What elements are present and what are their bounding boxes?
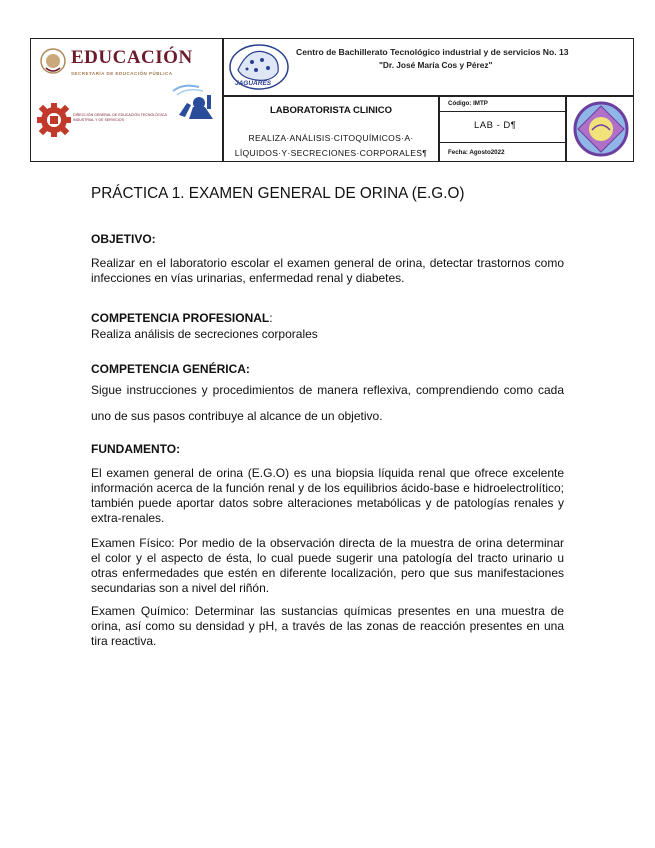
sep-emblem-icon — [39, 46, 67, 76]
fundamento-paragraph-2: Examen Físico: Por medio de la observación directa de la muestra de orina determinar el color y el aspecto de ésta, lo cual puede sugerir una patología del tracto urinario u otras enfermedades que estén en diferente localización, pero que sus manifestaciones secundarias son a nivel del riñón. — [91, 536, 564, 595]
lab-subtitle-line2: LÍQUIDOS·Y·SECRECIONES·CORPORALES¶ — [234, 148, 428, 158]
competencia-profesional-label: COMPETENCIA PROFESIONAL — [91, 311, 270, 325]
educacion-title: EDUCACIÓN — [71, 47, 193, 68]
document-header — [30, 38, 634, 162]
laboratorio-badge-icon — [572, 100, 630, 158]
school-name-line2: "Dr. José María Cos y Pérez" — [379, 60, 493, 70]
competencia-profesional-colon: : — [269, 311, 273, 325]
dgeti-gear-icon — [37, 101, 71, 139]
fundamento-paragraph-3: Examen Químico: Determinar las sustancias químicas presentes en una muestra de orina, así como su densidad y pH, a través de las zonas de reacción presentes en una tira reactiva. — [91, 604, 564, 648]
competencia-generica-text: Sigue instrucciones y procedimientos de manera reflexiva, comprendiendo como cada uno de sus pasos contribuye al alcance de un objetivo. — [91, 383, 564, 423]
badge-box — [566, 96, 634, 162]
fecha-text: Fecha: Agosto2022 — [448, 149, 505, 156]
lab-subtitle-line1: REALIZA·ANÁLISIS·CITOQUÍMICOS·A· — [248, 133, 414, 143]
lab-technician-icon — [169, 81, 221, 121]
lab-code-text: LAB - D¶ — [474, 120, 517, 131]
fundamento-paragraph-1: El examen general de orina (E.G.O) es una biopsia líquida renal que ofrece excelente información acerca de la función renal y de los equilibrios ácido-base e hidroelectrolítico; también puede aportar datos sobre alteraciones metabólicas y de patologías renales y extra-renales. — [91, 466, 564, 525]
lab-title: LABORATORISTA CLINICO — [269, 105, 393, 116]
objetivo-heading: OBJETIVO: — [91, 232, 156, 246]
dgeti-text: DIRECCIÓN GENERAL DE EDUCACIÓN TECNOLÓGICA INDUSTRIAL Y DE SERVICIOS — [73, 113, 167, 122]
educacion-subtitle: SECRETARÍA DE EDUCACIÓN PÚBLICA — [71, 71, 173, 76]
lab-subtitle — [224, 131, 438, 161]
competencia-generica-heading: COMPETENCIA GENÉRICA: — [91, 362, 250, 376]
practice-title: PRÁCTICA 1. EXAMEN GENERAL DE ORINA (E.G.O) — [91, 185, 465, 202]
jaguares-label: JAGUARES — [235, 80, 272, 87]
objetivo-text: Realizar en el laboratorio escolar el examen general de orina, detectar trastornos como infecciones en vías urinarias, enfermedad renal y diabetes. — [91, 256, 564, 285]
codes-box — [439, 96, 566, 162]
logos-box — [30, 38, 223, 162]
lab-code-row — [440, 112, 565, 143]
competencia-profesional-heading — [91, 311, 564, 325]
school-box — [223, 38, 634, 96]
lab-title-box — [223, 96, 439, 162]
codigo-text: Código: IMTP — [448, 100, 488, 107]
codigo-row — [440, 97, 565, 112]
fecha-row — [440, 143, 565, 163]
fundamento-heading: FUNDAMENTO: — [91, 442, 181, 456]
competencia-profesional-text: Realiza análisis de secreciones corporales — [91, 327, 318, 341]
school-name-line1: Centro de Bachillerato Tecnológico industrial y de servicios No. 13 — [296, 47, 569, 57]
